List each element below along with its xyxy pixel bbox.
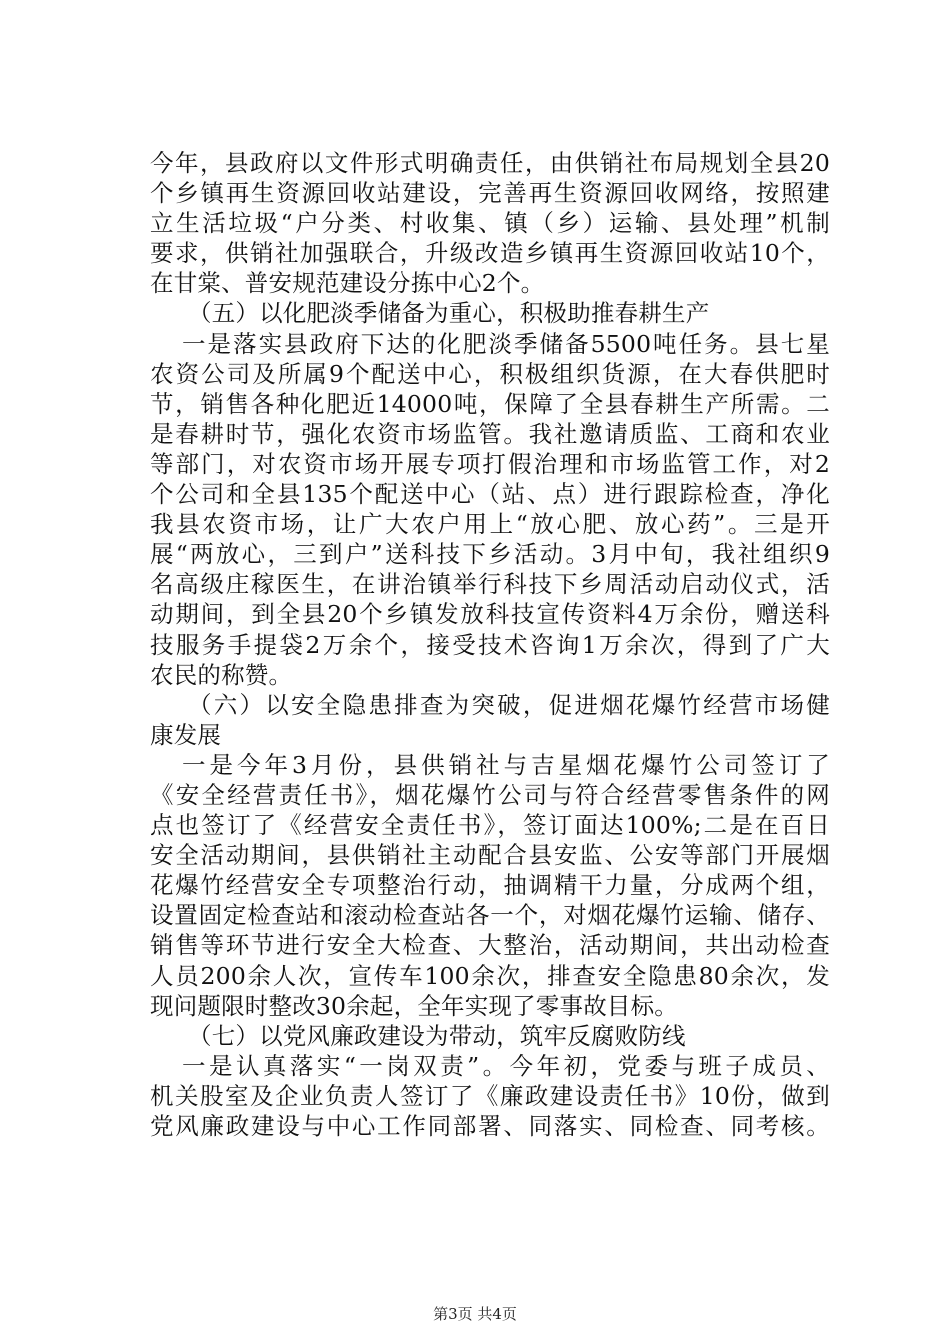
text-line: 党风廉政建设与中心工作同部署、同落实、同检查、同考核。 bbox=[150, 1112, 830, 1140]
section-heading: （六）以安全隐患排查为突破，促进烟花爆竹经营市场健 bbox=[188, 690, 830, 719]
text-line: 是春耕时节，强化农资市场监管。我社邀请质监、工商和农业 bbox=[150, 419, 830, 448]
text-line: 现问题限时整改30余起，全年实现了零事故目标。 bbox=[150, 991, 679, 1020]
text-line: 点也签订了《经营安全责任书》，签订面达100%;二是在百日 bbox=[150, 811, 830, 840]
text-line: 今年，县政府以文件形式明确责任，由供销社布局规划全县20 bbox=[150, 149, 830, 177]
text-line: 动期间，到全县20个乡镇发放科技宣传资料4万余份，赠送科 bbox=[150, 600, 830, 629]
document-body bbox=[150, 148, 830, 1141]
section-heading-continued: 康发展 bbox=[150, 720, 222, 749]
text-line: 设置固定检查站和滚动检查站各一个，对烟花爆竹运输、储存、 bbox=[150, 901, 830, 930]
text-line: 要求，供销社加强联合，升级改造乡镇再生资源回收站10个， bbox=[150, 239, 830, 268]
text-line: 展“两放心，三到户”送科技下乡活动。3月中旬，我社组织9 bbox=[150, 540, 830, 569]
text-line: 销售等环节进行安全大检查、大整治，活动期间，共出动检查 bbox=[150, 931, 830, 960]
text-line: 节，销售各种化肥近14000吨，保障了全县春耕生产所需。二 bbox=[150, 389, 830, 418]
text-line: 在甘棠、普安规范建设分拣中心2个。 bbox=[150, 269, 545, 298]
text-line: 立生活垃圾“户分类、村收集、镇（乡）运输、县处理”机制 bbox=[150, 209, 830, 238]
text-line: 人员200余人次，宣传车100余次，排查安全隐患80余次，发 bbox=[150, 961, 830, 990]
text-line: 一是今年3月份，县供销社与吉星烟花爆竹公司签订了 bbox=[182, 750, 830, 779]
text-line: 花爆竹经营安全专项整治行动，抽调精干力量，分成两个组， bbox=[150, 871, 830, 900]
text-line: 我县农资市场，让广大农户用上“放心肥、放心药”。三是开 bbox=[150, 510, 830, 539]
text-line: 等部门，对农资市场开展专项打假治理和市场监管工作，对2 bbox=[150, 449, 830, 478]
page-number-footer: 第3页 共4页 bbox=[433, 1305, 517, 1323]
text-line: 机关股室及企业负责人签订了《廉政建设责任书》10份，做到 bbox=[150, 1081, 830, 1110]
text-line: 农资公司及所属9个配送中心，积极组织货源，在大春供肥时 bbox=[150, 359, 830, 388]
text-line: 《安全经营责任书》，烟花爆竹公司与符合经营零售条件的网 bbox=[150, 780, 830, 809]
text-line: 一是落实县政府下达的化肥淡季储备5500吨任务。县七星 bbox=[182, 329, 830, 358]
section-heading: （五）以化肥淡季储备为重心，积极助推春耕生产 bbox=[188, 299, 710, 328]
text-line: 个公司和全县135个配送中心（站、点）进行跟踪检查，净化 bbox=[150, 480, 830, 509]
text-line: 一是认真落实“一岗双责”。今年初，党委与班子成员、 bbox=[182, 1051, 830, 1080]
text-line: 技服务手提袋2万余个，接受技术咨询1万余次，得到了广大 bbox=[150, 630, 830, 659]
text-line: 农民的称赞。 bbox=[150, 660, 293, 689]
text-line: 个乡镇再生资源回收站建设，完善再生资源回收网络，按照建 bbox=[150, 179, 830, 208]
text-line: 名高级庄稼医生，在讲治镇举行科技下乡周活动启动仪式，活 bbox=[150, 570, 830, 599]
section-heading: （七）以党风廉政建设为带动，筑牢反腐败防线 bbox=[188, 1021, 686, 1050]
text-line: 安全活动期间，县供销社主动配合县安监、公安等部门开展烟 bbox=[150, 841, 830, 870]
